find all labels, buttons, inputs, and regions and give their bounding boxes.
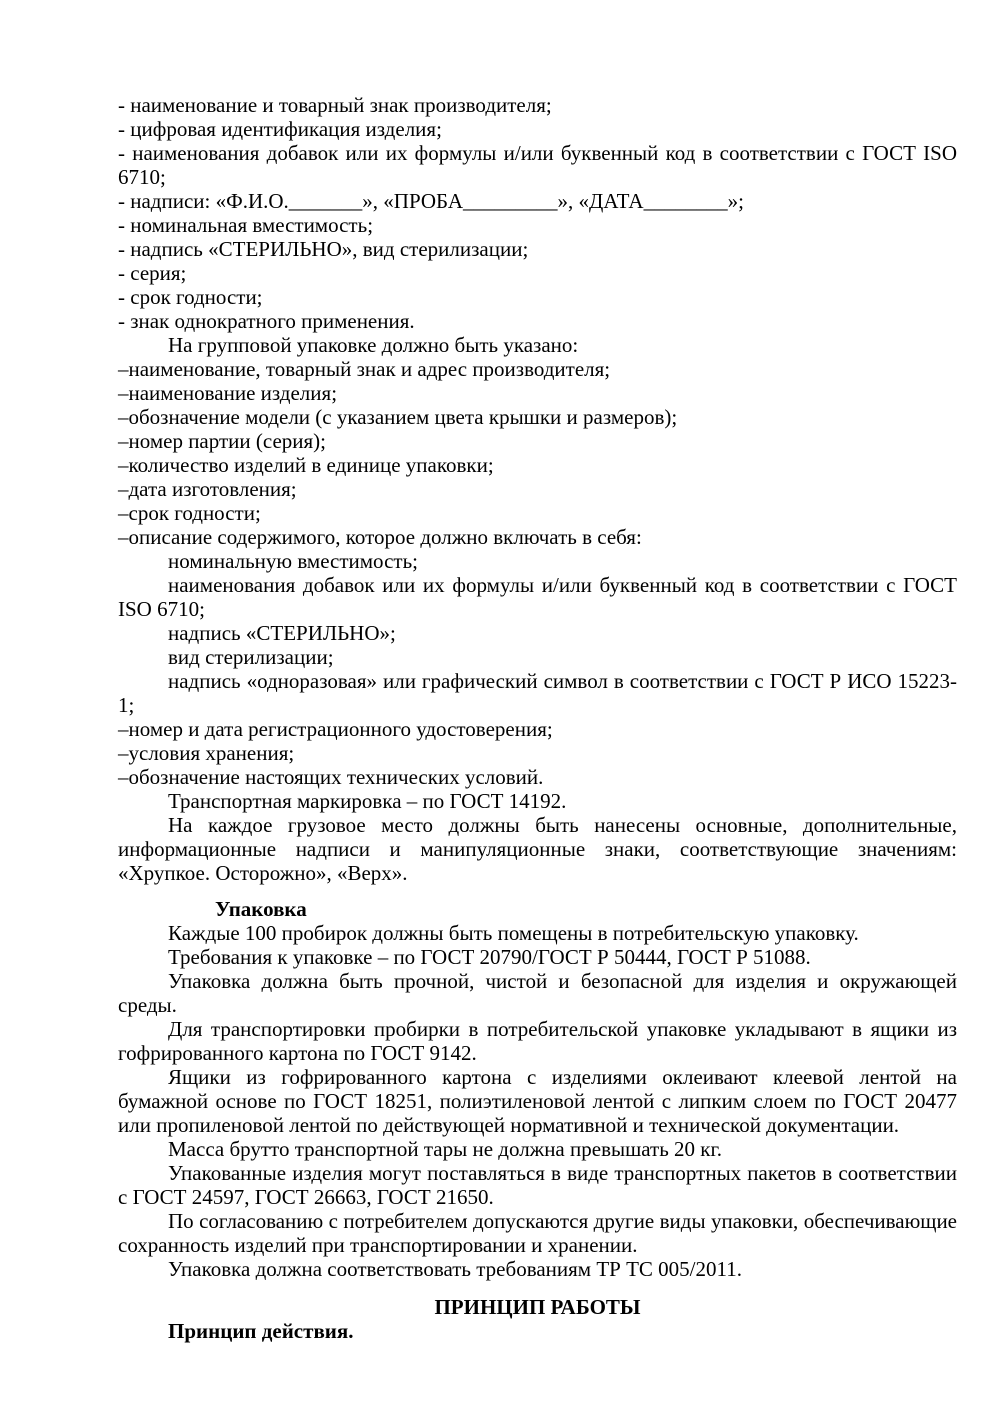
paragraph: номинальную вместимость; [168, 549, 418, 573]
list-item: –обозначение модели (с указанием цвета крышки и размеров); [118, 405, 678, 429]
list-item: - знак однократного применения. [118, 309, 415, 333]
paragraph: надпись «СТЕРИЛЬНО»; [168, 621, 396, 645]
list-item: - серия; [118, 261, 187, 285]
subsection-heading: Упаковка [215, 897, 307, 921]
paragraph: Для транспортировки пробирки в потребительской упаковке укладывают в ящики из гофрированного картона по ГОСТ 9142. [118, 1017, 957, 1065]
paragraph: Масса брутто транспортной тары не должна превышать 20 кг. [168, 1137, 722, 1161]
paragraph-lead-bold: Принцип действия. [168, 1319, 354, 1343]
paragraph: Ящики из гофрированного картона с изделиями оклеивают клеевой лентой на бумажной основе по ГОСТ 18251, полиэтиленовой лентой с липким слоем по ГОСТ 20477 или пропиленовой лентой по действующей нормативной и технической документации. [118, 1065, 957, 1137]
list-item: –срок годности; [118, 501, 261, 525]
paragraph: вид стерилизации; [168, 645, 334, 669]
paragraph: наименования добавок или их формулы и/или буквенный код в соответствии с ГОСТ ISO 6710; [118, 573, 957, 621]
list-item: - наименования добавок или их формулы и/или буквенный код в соответствии с ГОСТ ISO 6710; [118, 141, 957, 189]
list-item: –условия хранения; [118, 741, 295, 765]
list-item: - наименование и товарный знак производителя; [118, 93, 552, 117]
paragraph: надпись «одноразовая» или графический символ в соответствии с ГОСТ Р ИСО 15223-1; [118, 669, 957, 717]
list-item: –наименование, товарный знак и адрес производителя; [118, 357, 611, 381]
list-item: –обозначение настоящих технических условий. [118, 765, 544, 789]
list-item: - номинальная вместимость; [118, 213, 374, 237]
list-item: –дата изготовления; [118, 477, 297, 501]
list-item: –наименование изделия; [118, 381, 338, 405]
list-item: –количество изделий в единице упаковки; [118, 453, 494, 477]
section-heading: ПРИНЦИП РАБОТЫ [434, 1295, 641, 1319]
paragraph: Упаковка должна быть прочной, чистой и безопасной для изделия и окружающей среды. [118, 969, 957, 1017]
paragraph: Требования к упаковке – по ГОСТ 20790/ГОСТ Р 50444, ГОСТ Р 51088. [168, 945, 811, 969]
list-item: - надписи: «Ф.И.О._______», «ПРОБА_________», «ДАТА________»; [118, 189, 744, 213]
list-item: –номер партии (серия); [118, 429, 327, 453]
paragraph: На групповой упаковке должно быть указано: [168, 333, 579, 357]
paragraph: Упакованные изделия могут поставляться в виде транспортных пакетов в соответствии с ГОСТ 24597, ГОСТ 26663, ГОСТ 21650. [118, 1161, 957, 1209]
document-body [118, 93, 957, 1343]
list-item: - срок годности; [118, 285, 263, 309]
list-item: –номер и дата регистрационного удостоверения; [118, 717, 553, 741]
paragraph: Упаковка должна соответствовать требованиям ТР ТС 005/2011. [168, 1257, 742, 1281]
paragraph: На каждое грузовое место должны быть нанесены основные, дополнительные, информационные надписи и манипуляционные знаки, соответствующие значениям: «Хрупкое. Осторожно», «Верх». [118, 813, 957, 885]
paragraph: Транспортная маркировка – по ГОСТ 14192. [168, 789, 567, 813]
paragraph: Каждые 100 пробирок должны быть помещены в потребительскую упаковку. [168, 921, 859, 945]
list-item: - цифровая идентификация изделия; [118, 117, 442, 141]
list-item: - надпись «СТЕРИЛЬНО», вид стерилизации; [118, 237, 529, 261]
list-item: –описание содержимого, которое должно включать в себя: [118, 525, 642, 549]
paragraph: По согласованию с потребителем допускаются другие виды упаковки, обеспечивающие сохранность изделий при транспортировании и хранении. [118, 1209, 957, 1257]
